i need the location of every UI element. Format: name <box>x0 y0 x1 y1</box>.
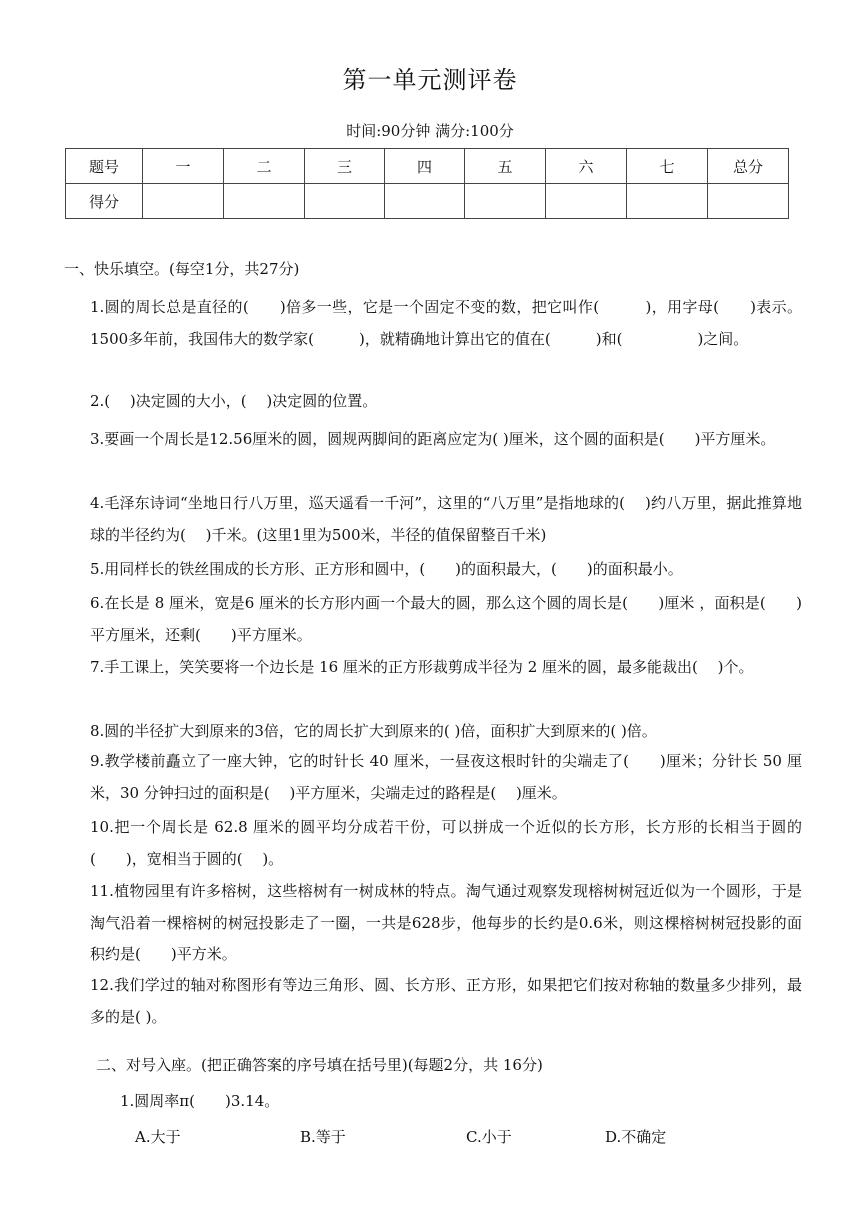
question-8: 8.圆的半径扩大到原来的3倍，它的周长扩大到原来的( )倍，面积扩大到原来的( )倍。 <box>90 722 657 740</box>
header-cell-1: 一 <box>143 149 224 184</box>
question-3: 3.要画一个周长是12.56厘米的圆，圆规两脚间的距离应定为( )厘米，这个圆的面积是( )平方厘米。 <box>90 430 776 448</box>
exam-time-and-score: 时间:90分钟 满分:100分 <box>346 122 514 140</box>
page-title: 第一单元测评卷 <box>342 66 518 94</box>
header-cell-total: 总分 <box>708 149 789 184</box>
section-1-heading: 一、快乐填空。(每空1分，共27分) <box>64 260 300 278</box>
question-1: 1.圆的周长总是直径的( )倍多一些，它是一个固定不变的数，把它叫作( )，用字母( )表示。1500多年前，我国伟大的数学家( )，就精确地计算出它的值在( )和( )之间。 <box>90 298 802 348</box>
question-4: 4.毛泽东诗词“坐地日行八万里，巡天遥看一千河”，这里的“八万里”是指地球的( )约八万里，据此推算地球的半径约为( )千米。(这里1里为500米，半径的值保留整百千米) <box>90 494 802 544</box>
score-cell-1[interactable] <box>143 184 224 219</box>
score-cell-2[interactable] <box>224 184 305 219</box>
question-11: 11.植物园里有许多榕树，这些榕树有一树成林的特点。淘气通过观察发现榕树树冠近似为一个圆形，于是淘气沿着一棵榕树的树冠投影走了一圈，一共是628步，他每步的长约是0.6米，则这棵榕树树冠投影的面积约是( )平方米。 <box>90 882 802 963</box>
question-10: 10.把一个周长是 62.8 厘米的圆平均分成若干份，可以拼成一个近似的长方形，长方形的长相当于圆的( )，宽相当于圆的( )。 <box>90 818 802 868</box>
question-9: 9.教学楼前矗立了一座大钟，它的时针长 40 厘米，一昼夜这根时针的尖端走了( )厘米；分针长 50 厘米，30 分钟扫过的面积是( )平方厘米，尖端走过的路程是( )厘米。 <box>90 752 802 802</box>
score-row-label: 得分 <box>66 184 143 219</box>
answer-options <box>0 1126 860 1150</box>
header-cell-2: 二 <box>224 149 305 184</box>
score-table <box>65 148 789 219</box>
question-12: 12.我们学过的轴对称图形有等边三角形、圆、长方形、正方形，如果把它们按对称轴的数量多少排列，最多的是( )。 <box>90 976 802 1026</box>
header-cell-3: 三 <box>305 149 385 184</box>
section-2-heading: 二、对号入座。(把正确答案的序号填在括号里)(每题2分，共 16分) <box>96 1056 543 1074</box>
question-6: 6.在长是 8 厘米，宽是6 厘米的长方形内画一个最大的圆，那么这个圆的周长是( )厘米 ，面积是( )平方厘米，还剩( )平方厘米。 <box>90 594 802 644</box>
option-a[interactable]: A.大于 <box>135 1128 181 1146</box>
header-cell-number: 题号 <box>66 149 143 184</box>
option-d[interactable]: D.不确定 <box>605 1128 667 1146</box>
header-cell-6: 六 <box>546 149 627 184</box>
header-cell-4: 四 <box>385 149 465 184</box>
score-cell-5[interactable] <box>465 184 546 219</box>
score-cell-6[interactable] <box>546 184 627 219</box>
header-cell-7: 七 <box>627 149 708 184</box>
section-2-question-1: 1.圆周率π( )3.14。 <box>120 1092 280 1110</box>
score-cell-3[interactable] <box>305 184 385 219</box>
score-table-header-row <box>66 149 789 184</box>
score-cell-4[interactable] <box>385 184 465 219</box>
option-c[interactable]: C.小于 <box>466 1128 512 1146</box>
question-7: 7.手工课上，笑笑要将一个边长是 16 厘米的正方形裁剪成半径为 2 厘米的圆，最多能裁出( )个。 <box>90 658 754 676</box>
option-b[interactable]: B.等于 <box>300 1128 346 1146</box>
score-cell-7[interactable] <box>627 184 708 219</box>
score-cell-total[interactable] <box>708 184 789 219</box>
question-2: 2.( )决定圆的大小，( )决定圆的位置。 <box>90 392 378 410</box>
header-cell-5: 五 <box>465 149 546 184</box>
question-5: 5.用同样长的铁丝围成的长方形、正方形和圆中，( )的面积最大，( )的面积最小。 <box>90 560 683 578</box>
score-table-score-row <box>66 184 789 219</box>
